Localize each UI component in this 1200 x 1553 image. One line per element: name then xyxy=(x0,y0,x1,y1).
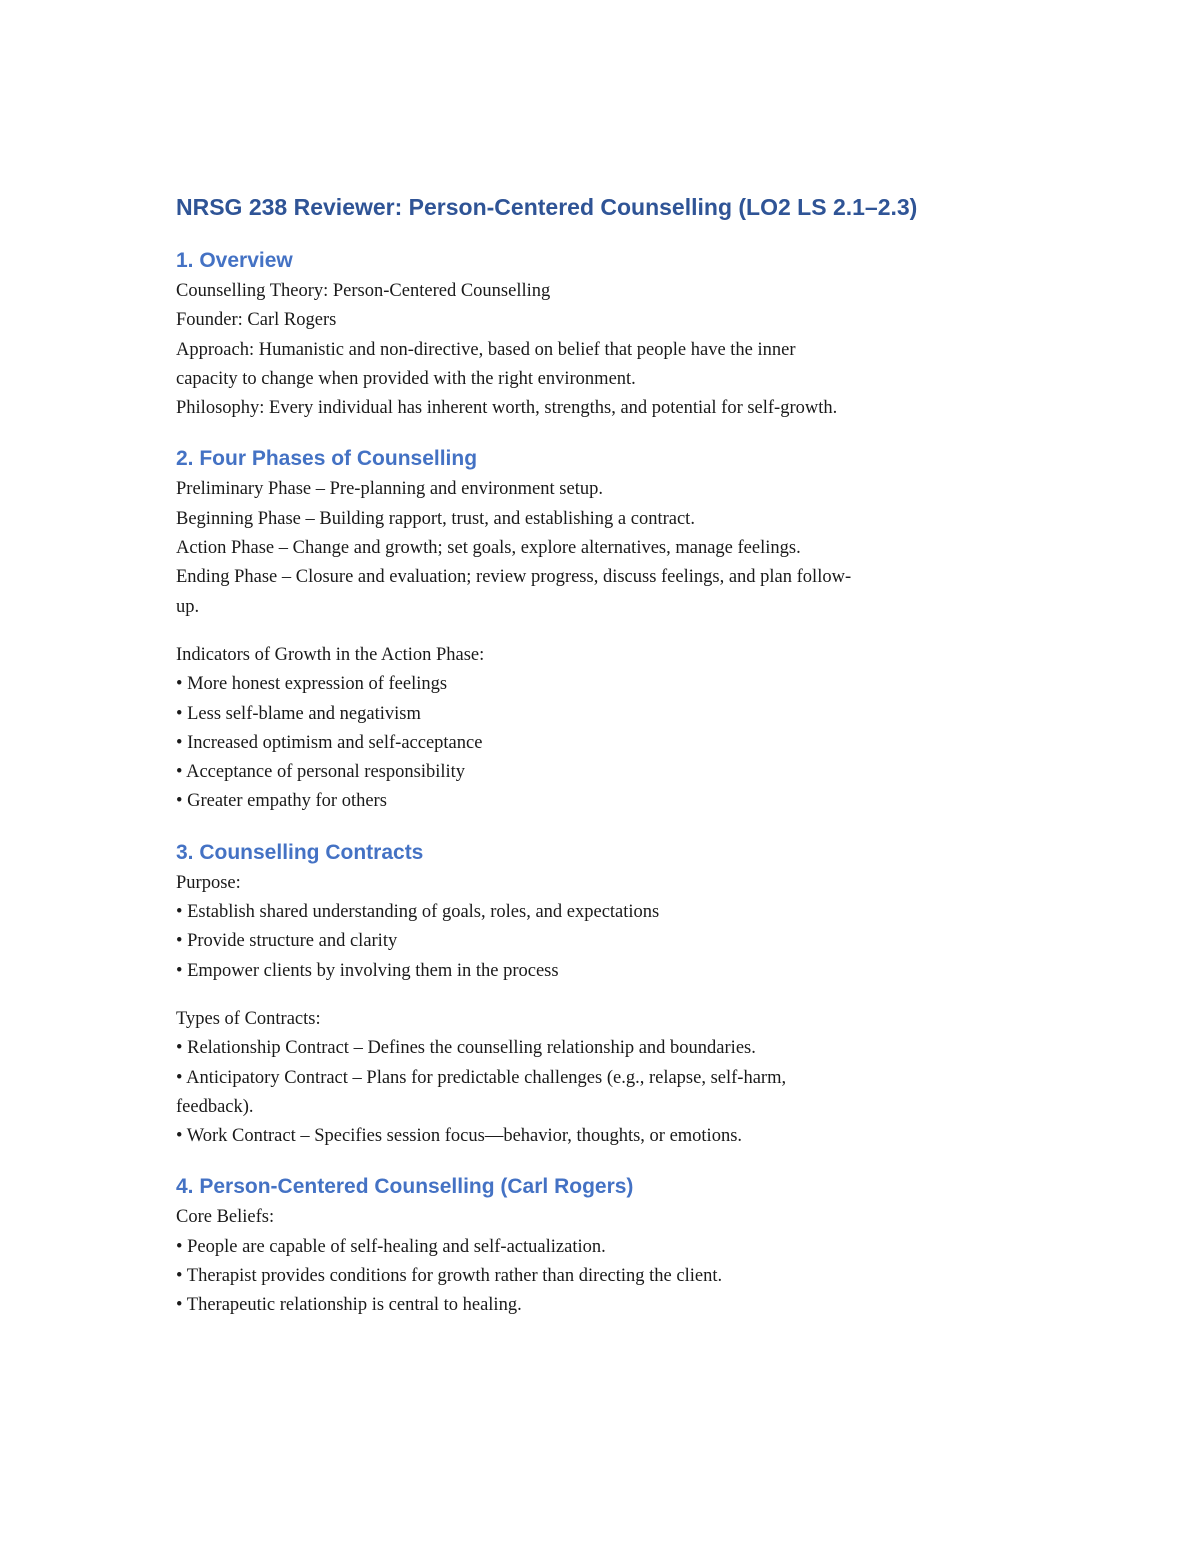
contract-type-item: • Relationship Contract – Defines the counselling relationship and boundaries. xyxy=(176,1038,756,1059)
beliefs-label: Core Beliefs: xyxy=(176,1207,275,1228)
overview-line: Counselling Theory: Person-Centered Counselling xyxy=(176,281,551,301)
phase-line: Ending Phase – Closure and evaluation; review progress, discuss feelings, and plan follow- xyxy=(176,567,852,588)
indicator-item: • Greater empathy for others xyxy=(176,791,387,812)
purpose-item: • Establish shared understanding of goals, roles, and expectations xyxy=(176,902,660,923)
indicator-item: • More honest expression of feelings xyxy=(176,674,448,695)
overview-line: Philosophy: Every individual has inherent worth, strengths, and potential for self-growth. xyxy=(176,398,838,419)
purpose-label: Purpose: xyxy=(176,872,241,893)
purpose-item: • Empower clients by involving them in the process xyxy=(176,960,559,981)
phase-line: up. xyxy=(176,596,200,617)
purpose-item: • Provide structure and clarity xyxy=(176,931,398,952)
indicators-label: Indicators of Growth in the Action Phase: xyxy=(176,644,485,665)
section-rogers-heading: 4. Person-Centered Counselling (Carl Rogers) xyxy=(176,1175,634,1199)
contract-type-item: • Anticipatory Contract – Plans for predictable challenges (e.g., relapse, self-harm, xyxy=(176,1067,787,1088)
phase-line: Beginning Phase – Building rapport, trust, and establishing a contract. xyxy=(176,508,695,529)
section-overview-heading: 1. Overview xyxy=(176,249,293,272)
types-label: Types of Contracts: xyxy=(176,1008,321,1029)
document-body xyxy=(176,190,1016,1321)
belief-item: • Therapeutic relationship is central to healing. xyxy=(176,1295,522,1316)
overview-line: Approach: Humanistic and non-directive, based on belief that people have the inner xyxy=(176,339,796,360)
contract-type-item: • Work Contract – Specifies session focus—behavior, thoughts, or emotions. xyxy=(176,1126,743,1147)
belief-item: • People are capable of self-healing and self-actualization. xyxy=(176,1236,606,1257)
indicator-item: • Less self-blame and negativism xyxy=(176,703,421,724)
belief-item: • Therapist provides conditions for growth rather than directing the client. xyxy=(176,1266,723,1287)
indicator-item: • Acceptance of personal responsibility xyxy=(176,762,466,783)
indicator-item: • Increased optimism and self-acceptance xyxy=(176,732,483,753)
section-phases-heading: 2. Four Phases of Counselling xyxy=(176,447,478,471)
document-title: NRSG 238 Reviewer: Person-Centered Counselling (LO2 LS 2.1–2.3) xyxy=(176,194,918,220)
phase-line: Action Phase – Change and growth; set goals, explore alternatives, manage feelings. xyxy=(176,538,801,559)
section-contracts-heading: 3. Counselling Contracts xyxy=(176,840,424,864)
overview-line: Founder: Carl Rogers xyxy=(176,310,337,331)
contract-type-item: feedback). xyxy=(176,1096,254,1117)
phase-line: Preliminary Phase – Pre-planning and environment setup. xyxy=(176,479,603,500)
overview-line: capacity to change when provided with the right environment. xyxy=(176,368,636,389)
